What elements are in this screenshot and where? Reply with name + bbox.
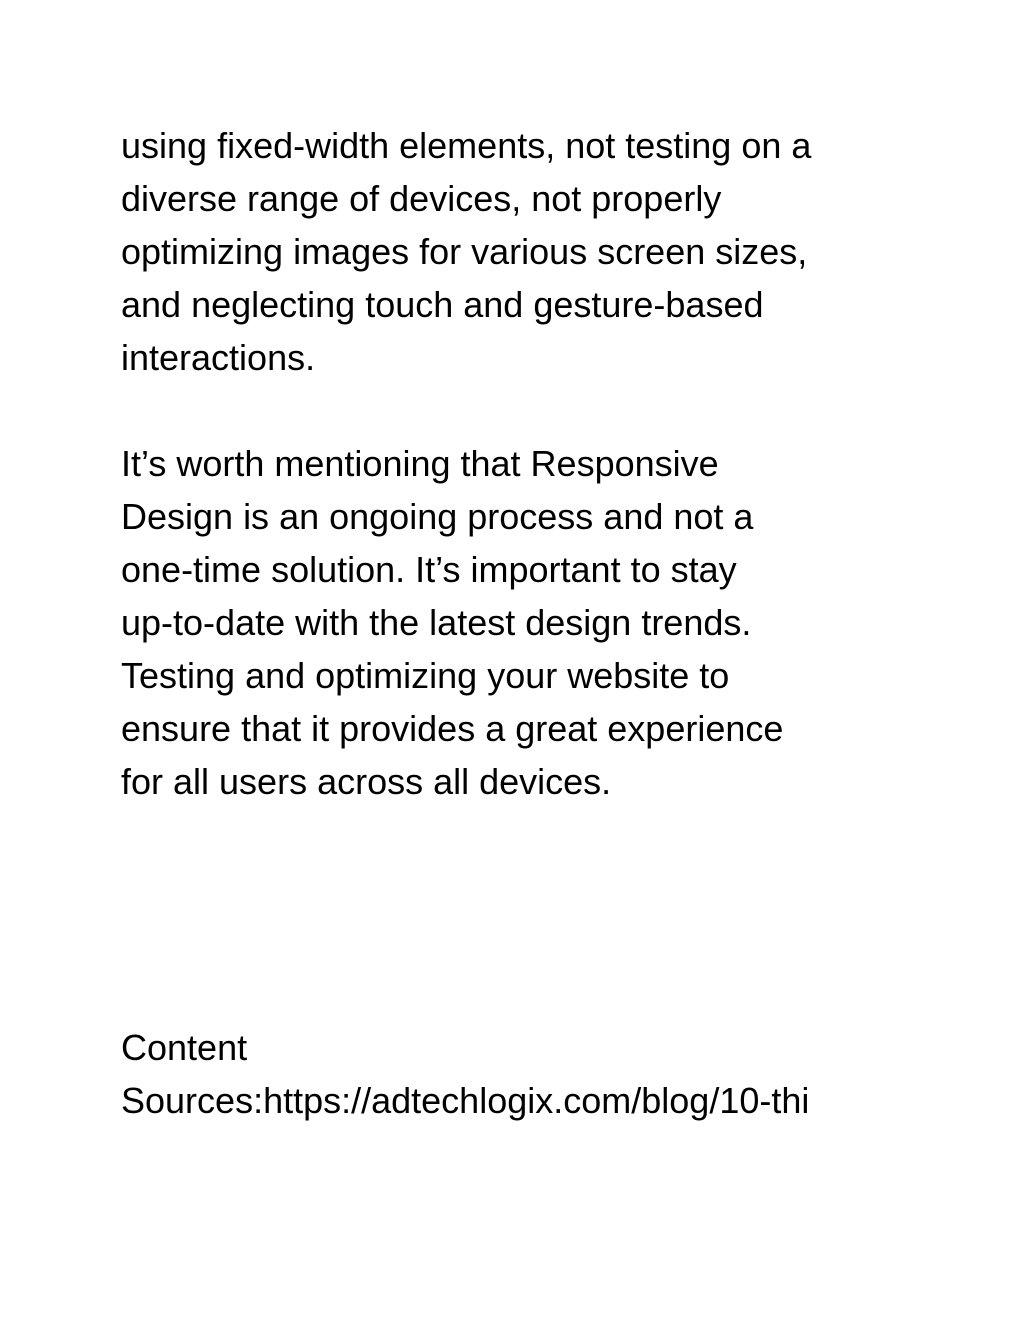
paragraph-line: It’s worth mentioning that Responsive <box>121 443 719 484</box>
paragraph-line: diverse range of devices, not properly <box>121 178 722 219</box>
sources-label: Content <box>121 1027 248 1068</box>
paragraph-line: optimizing images for various screen sizes, <box>121 231 808 272</box>
paragraph-common-mistakes <box>121 119 921 384</box>
paragraph-line: up-to-date with the latest design trends. <box>121 602 752 643</box>
paragraph-line: and neglecting touch and gesture-based <box>121 284 764 325</box>
paragraph-ongoing-process <box>121 437 921 808</box>
content-sources <box>121 1021 921 1127</box>
paragraph-line: for all users across all devices. <box>121 761 612 802</box>
paragraph-line: Design is an ongoing process and not a <box>121 496 754 537</box>
paragraph-line: interactions. <box>121 337 316 378</box>
paragraph-line: one-time solution. It’s important to stay <box>121 549 737 590</box>
sources-link-text: Sources:https://adtechlogix.com/blog/10-thi <box>121 1080 810 1121</box>
paragraph-line: ensure that it provides a great experience <box>121 708 784 749</box>
paragraph-line: Testing and optimizing your website to <box>121 655 730 696</box>
paragraph-line: using fixed-width elements, not testing on a <box>121 125 812 166</box>
